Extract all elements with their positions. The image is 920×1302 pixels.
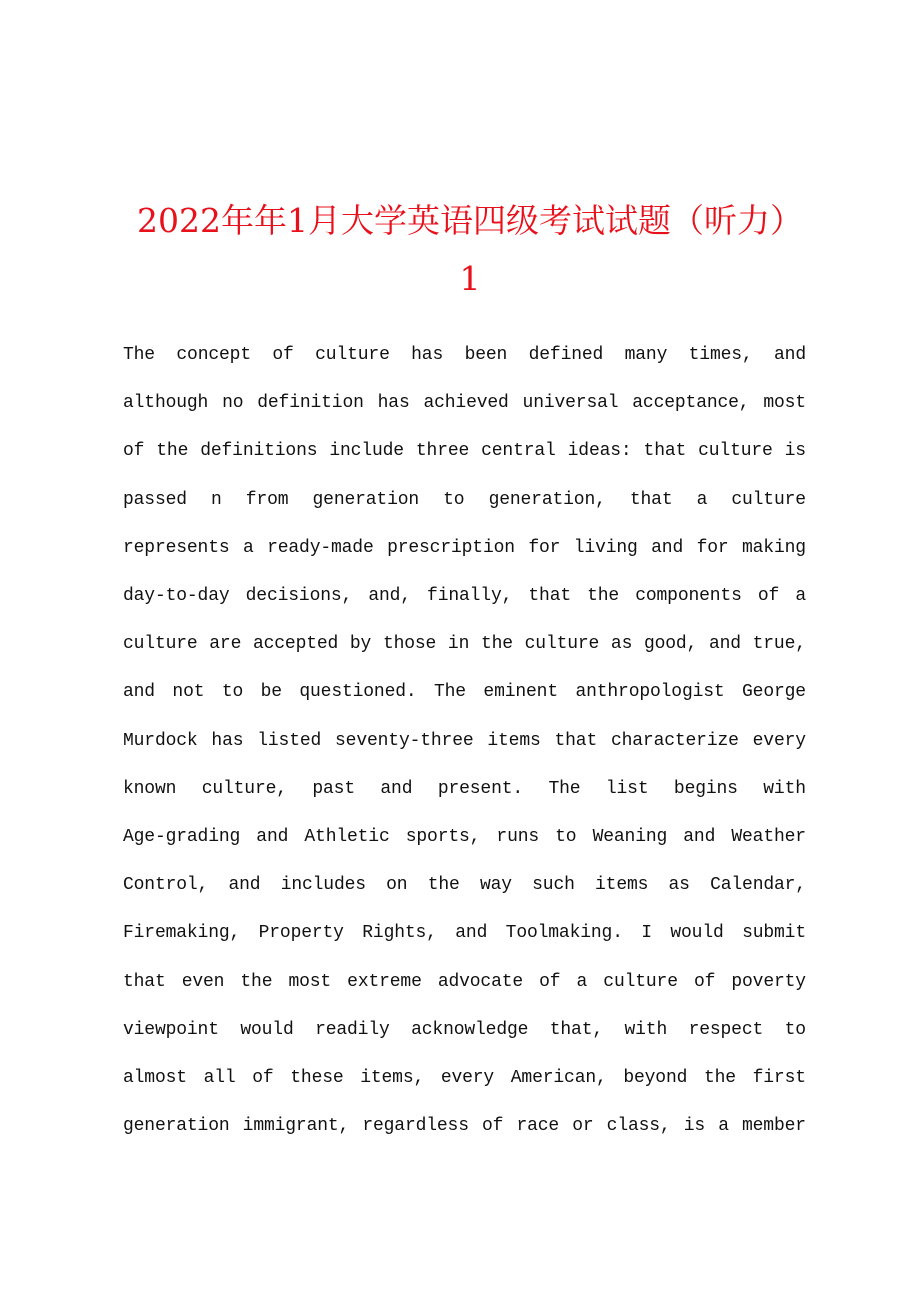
word: for bbox=[696, 537, 729, 558]
word: the bbox=[240, 971, 273, 992]
word: present. bbox=[437, 778, 524, 799]
title-line-2: 1 bbox=[459, 259, 481, 298]
word: represents bbox=[123, 537, 230, 558]
word: questioned. bbox=[299, 682, 417, 703]
word: The bbox=[434, 682, 466, 703]
word: culture bbox=[603, 971, 678, 992]
text-line bbox=[123, 765, 806, 813]
word: central bbox=[481, 441, 556, 462]
word: concept bbox=[176, 345, 251, 365]
word: race bbox=[516, 1116, 560, 1137]
word: a bbox=[242, 537, 254, 558]
word: is bbox=[784, 441, 806, 462]
word: items bbox=[595, 875, 649, 896]
text-line bbox=[123, 958, 806, 1006]
text-line bbox=[123, 813, 806, 861]
word: that, bbox=[549, 1019, 604, 1040]
word: regardless bbox=[362, 1116, 469, 1137]
word: in bbox=[447, 634, 470, 655]
word: accepted bbox=[252, 634, 339, 655]
word: is bbox=[683, 1116, 706, 1137]
word: to bbox=[221, 682, 244, 703]
text-line bbox=[123, 1054, 806, 1102]
word: a bbox=[576, 971, 588, 992]
text-line bbox=[123, 524, 806, 572]
word: immigrant, bbox=[242, 1116, 350, 1137]
word: Calendar, bbox=[710, 875, 806, 896]
word: listed bbox=[257, 730, 322, 751]
word: Age-grading bbox=[123, 827, 241, 848]
word: even bbox=[181, 971, 225, 992]
word: eminent bbox=[483, 682, 558, 703]
word: of bbox=[272, 345, 294, 365]
word: ideas: bbox=[567, 441, 632, 462]
word: be bbox=[260, 682, 282, 703]
word: Property bbox=[258, 923, 344, 944]
word: most bbox=[763, 393, 806, 414]
word: list bbox=[605, 778, 649, 799]
word: a bbox=[696, 489, 708, 510]
word: a bbox=[718, 1116, 729, 1137]
word: sports, bbox=[405, 827, 481, 848]
word: generation bbox=[123, 1116, 230, 1137]
word: defined bbox=[528, 345, 604, 365]
word: culture bbox=[524, 634, 600, 655]
word: passed bbox=[123, 489, 187, 510]
word: extreme bbox=[347, 971, 422, 992]
word: has bbox=[211, 730, 244, 751]
word: every bbox=[752, 730, 806, 751]
word: three bbox=[415, 441, 470, 462]
word: The bbox=[548, 778, 581, 799]
word: acceptance, bbox=[632, 393, 750, 414]
word: or bbox=[572, 1116, 594, 1137]
word: Toolmaking. bbox=[505, 923, 623, 944]
word: submit bbox=[742, 923, 806, 944]
word: that bbox=[554, 730, 598, 751]
word: ready-made bbox=[267, 537, 374, 558]
word: n bbox=[211, 489, 222, 510]
word: to bbox=[784, 1019, 806, 1040]
word: class, bbox=[606, 1116, 671, 1137]
text-line bbox=[123, 717, 806, 765]
word: with bbox=[763, 778, 806, 799]
word: anthropologist bbox=[575, 682, 725, 703]
word: a bbox=[795, 586, 806, 607]
word: components bbox=[635, 586, 742, 607]
word: Rights, bbox=[362, 923, 437, 944]
word: and bbox=[455, 923, 488, 944]
document-title bbox=[90, 192, 850, 308]
word: would bbox=[240, 1019, 294, 1040]
word: and bbox=[228, 875, 261, 896]
word: readily bbox=[315, 1019, 390, 1040]
word: begins bbox=[673, 778, 738, 799]
word: for bbox=[528, 537, 561, 558]
word: been bbox=[464, 345, 508, 365]
word: those bbox=[382, 634, 437, 655]
text-line bbox=[123, 572, 806, 620]
word: that bbox=[123, 971, 166, 992]
word: characterize bbox=[610, 730, 739, 751]
word: beyond bbox=[623, 1068, 688, 1089]
word: Firemaking, bbox=[123, 923, 241, 944]
word: times, bbox=[688, 345, 753, 365]
word: and bbox=[123, 682, 155, 703]
word: include bbox=[329, 441, 404, 462]
text-line bbox=[123, 427, 806, 475]
text-line bbox=[123, 1006, 806, 1054]
word: and bbox=[651, 537, 684, 558]
word: are bbox=[209, 634, 242, 655]
word: and bbox=[708, 634, 741, 655]
word: day-to-day bbox=[123, 586, 230, 607]
word: acknowledge bbox=[411, 1019, 529, 1040]
word: runs bbox=[496, 827, 540, 848]
word: generation, bbox=[488, 489, 606, 510]
word: these bbox=[290, 1068, 344, 1089]
word: culture bbox=[123, 634, 198, 655]
word: the bbox=[427, 875, 460, 896]
text-line bbox=[123, 668, 806, 716]
word: that bbox=[629, 489, 673, 510]
word: culture, bbox=[201, 778, 287, 799]
word: past bbox=[312, 778, 355, 799]
word: and bbox=[380, 778, 413, 799]
word: decisions, bbox=[245, 586, 353, 607]
word: known bbox=[123, 778, 177, 799]
word: such bbox=[532, 875, 575, 896]
word: the bbox=[587, 586, 620, 607]
word: as bbox=[668, 875, 690, 896]
word: respect bbox=[688, 1019, 764, 1040]
text-line bbox=[123, 620, 806, 668]
word: living bbox=[573, 537, 638, 558]
word: has bbox=[377, 393, 410, 414]
word: every bbox=[440, 1068, 495, 1089]
word: no bbox=[222, 393, 244, 414]
word: to bbox=[443, 489, 465, 510]
word: of bbox=[482, 1116, 504, 1137]
text-line bbox=[123, 476, 806, 524]
word: making bbox=[742, 537, 806, 558]
word: items, bbox=[360, 1068, 425, 1089]
word: way bbox=[479, 875, 512, 896]
word: almost bbox=[123, 1068, 187, 1089]
word: first bbox=[752, 1068, 806, 1089]
word: Murdock bbox=[123, 730, 198, 751]
word: many bbox=[624, 345, 668, 365]
word: poverty bbox=[731, 971, 806, 992]
text-line bbox=[123, 909, 806, 957]
word: definitions bbox=[200, 441, 318, 462]
word: with bbox=[624, 1019, 668, 1040]
word: George bbox=[742, 682, 806, 703]
word: and bbox=[774, 345, 806, 365]
word: although bbox=[123, 393, 209, 414]
text-line bbox=[123, 379, 806, 427]
word: definition bbox=[257, 393, 364, 414]
word: and bbox=[256, 827, 289, 848]
word: seventy-three bbox=[335, 730, 474, 751]
word: good, bbox=[643, 634, 698, 655]
word: viewpoint bbox=[123, 1019, 219, 1040]
text-line bbox=[123, 331, 806, 379]
word: and, bbox=[368, 586, 411, 607]
word: achieved bbox=[423, 393, 509, 414]
word: prescription bbox=[387, 537, 515, 558]
word: The bbox=[123, 345, 155, 365]
word: on bbox=[386, 875, 408, 896]
word: generation bbox=[312, 489, 420, 510]
word: advocate bbox=[437, 971, 524, 992]
word: the bbox=[480, 634, 513, 655]
word: Weaning bbox=[592, 827, 668, 848]
word: from bbox=[245, 489, 289, 510]
word: that bbox=[643, 441, 687, 462]
word: would bbox=[670, 923, 724, 944]
word: culture bbox=[315, 345, 390, 365]
word: and bbox=[683, 827, 716, 848]
word: member bbox=[741, 1116, 806, 1137]
text-line bbox=[123, 861, 806, 909]
word: American, bbox=[510, 1068, 607, 1089]
word: Control, bbox=[123, 875, 209, 896]
word: culture bbox=[731, 489, 806, 510]
text-line bbox=[123, 1102, 806, 1150]
word: all bbox=[203, 1068, 236, 1089]
word: I bbox=[641, 923, 652, 944]
word: culture bbox=[698, 441, 773, 462]
word: the bbox=[156, 441, 189, 462]
word: true, bbox=[752, 634, 806, 655]
word: of bbox=[123, 441, 145, 462]
body-text bbox=[123, 331, 806, 1150]
word: of bbox=[252, 1068, 274, 1089]
word: universal bbox=[522, 393, 619, 414]
title-line-1: 2022年年1月大学英语四级考试试题（听力） bbox=[137, 201, 803, 240]
word: that bbox=[528, 586, 571, 607]
word: the bbox=[703, 1068, 736, 1089]
word: includes bbox=[280, 875, 366, 896]
word: not bbox=[172, 682, 205, 703]
word: Weather bbox=[731, 827, 806, 848]
word: of bbox=[757, 586, 780, 607]
word: as bbox=[610, 634, 633, 655]
word: finally, bbox=[427, 586, 513, 607]
word: Athletic bbox=[304, 827, 390, 848]
word: by bbox=[349, 634, 372, 655]
word: has bbox=[411, 345, 444, 365]
word: most bbox=[288, 971, 332, 992]
word: of bbox=[539, 971, 561, 992]
word: to bbox=[555, 827, 577, 848]
word: items bbox=[487, 730, 541, 751]
word: of bbox=[693, 971, 716, 992]
